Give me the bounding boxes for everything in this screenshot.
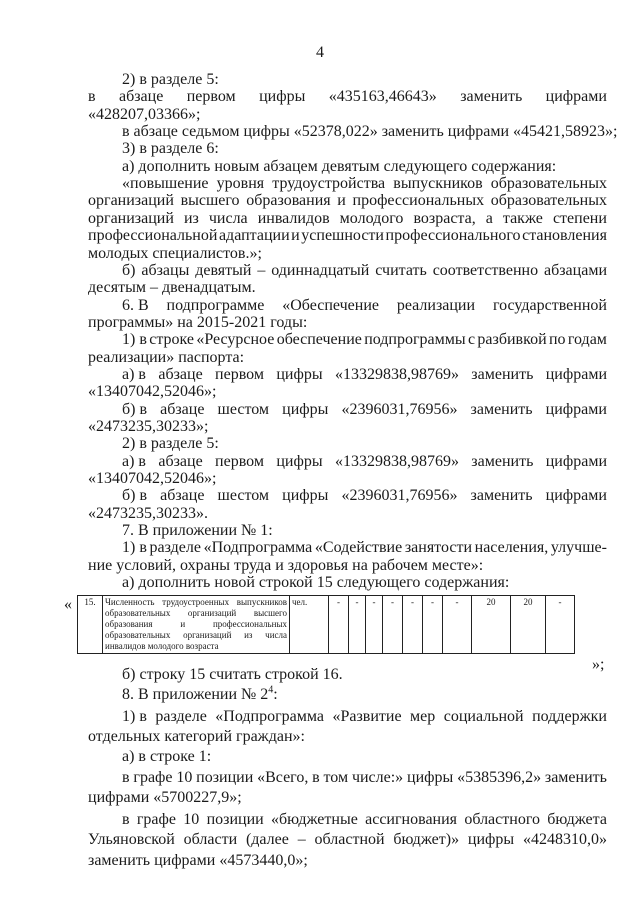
line-text: а) дополнить новым абзацем девятым следующего содержания: bbox=[122, 158, 557, 175]
word: «4248310,0» bbox=[522, 831, 607, 848]
word: цифры bbox=[407, 769, 454, 786]
word: а) в bbox=[122, 366, 146, 383]
word: занятости bbox=[404, 539, 473, 556]
line-text: «13407042,52046»; bbox=[88, 470, 217, 487]
word: б) bbox=[122, 262, 136, 279]
word: графе bbox=[133, 769, 173, 786]
word: в bbox=[122, 769, 130, 786]
word: заменить bbox=[470, 487, 533, 504]
word: «13329838,98769» bbox=[334, 366, 459, 383]
text-line bbox=[88, 278, 256, 298]
word: бюджета bbox=[547, 811, 607, 828]
word: абзаце bbox=[158, 366, 203, 383]
word: образования bbox=[246, 192, 331, 209]
word: также bbox=[502, 210, 543, 227]
word: становления bbox=[522, 227, 607, 244]
table-cell-value: - bbox=[349, 596, 366, 654]
text-line bbox=[122, 707, 607, 727]
text-line bbox=[122, 139, 219, 159]
table-open-quote: « bbox=[64, 596, 72, 613]
superscript: 4 bbox=[268, 684, 274, 696]
text-line bbox=[88, 382, 216, 402]
word: профессиональной bbox=[88, 227, 218, 244]
text-line bbox=[122, 486, 607, 506]
word: «5385396,2» bbox=[457, 769, 542, 786]
word: по bbox=[548, 331, 566, 348]
line-text: заменить цифрами «4573440,0»; bbox=[88, 852, 308, 869]
table-row bbox=[78, 596, 575, 654]
line-text: в абзаце седьмом цифры «52378,022» заменить цифрами «45421,58923»; bbox=[122, 123, 618, 140]
line-text: «13407042,52046»; bbox=[88, 383, 217, 400]
word: области bbox=[183, 831, 238, 848]
word: девятый bbox=[195, 262, 252, 279]
word: профессионального bbox=[385, 227, 521, 244]
word: б) в bbox=[122, 401, 148, 418]
word: «2396031,76956» bbox=[341, 487, 458, 504]
word: выпускников bbox=[393, 175, 483, 192]
table-cell-value: 20 bbox=[511, 596, 546, 654]
word: том bbox=[323, 769, 349, 786]
word: графе bbox=[136, 811, 176, 828]
word: возраста, bbox=[413, 210, 476, 227]
word: социальной bbox=[443, 708, 524, 725]
word: 1) в bbox=[122, 331, 147, 348]
word: цифрами bbox=[545, 401, 607, 418]
word: цифрами bbox=[545, 453, 607, 470]
word: 1) в bbox=[122, 539, 147, 556]
word: цифры bbox=[282, 487, 329, 504]
word: образовательных bbox=[490, 192, 607, 209]
text-line bbox=[122, 768, 607, 788]
word: позиции bbox=[206, 811, 264, 828]
text-line bbox=[122, 747, 211, 767]
word: цифры bbox=[282, 401, 329, 418]
page-number: 4 bbox=[316, 44, 324, 61]
word: молодого bbox=[339, 210, 404, 227]
word: подпрограммы bbox=[364, 331, 466, 348]
word: абзаце bbox=[118, 88, 164, 105]
word: высшего bbox=[180, 192, 240, 209]
word: цифры bbox=[276, 366, 323, 383]
word: обеспечение bbox=[276, 331, 362, 348]
text-line bbox=[88, 727, 305, 747]
word: Ульяновской bbox=[88, 831, 175, 848]
word: в bbox=[312, 769, 320, 786]
word: цифры bbox=[259, 88, 306, 105]
word: цифрами bbox=[545, 88, 607, 105]
line-text: отдельных категорий граждан»: bbox=[88, 728, 305, 745]
word: и bbox=[291, 227, 300, 244]
word: заменить bbox=[460, 88, 523, 105]
word: государственной bbox=[492, 297, 607, 314]
word: абзацы bbox=[141, 262, 190, 279]
word: организаций bbox=[88, 192, 174, 209]
word: «435163,46643» bbox=[328, 88, 437, 105]
word: улучше- bbox=[550, 539, 607, 556]
word: с bbox=[467, 331, 476, 348]
word: реализации bbox=[396, 297, 476, 314]
inserted-table-row bbox=[77, 595, 575, 654]
line-tail: : bbox=[273, 686, 278, 703]
word: заменить bbox=[470, 401, 533, 418]
word: позиции bbox=[196, 769, 254, 786]
word: считать bbox=[375, 262, 427, 279]
word: успешности bbox=[301, 227, 384, 244]
word: областного bbox=[464, 811, 540, 828]
word: шестом bbox=[217, 401, 270, 418]
word: а) в bbox=[122, 453, 146, 470]
table-cell-value: - bbox=[329, 596, 349, 654]
line-text: б) строку 15 считать строкой 16. bbox=[122, 666, 343, 683]
text-line bbox=[88, 851, 308, 871]
table-cell-value: - bbox=[383, 596, 403, 654]
word: в bbox=[88, 88, 96, 105]
word: заменить bbox=[471, 453, 534, 470]
word: разделе bbox=[149, 539, 201, 556]
line-text: а) дополнить новой строкой 15 следующего содержания: bbox=[122, 574, 510, 591]
line-text: программы» на 2015-2021 годы: bbox=[88, 314, 308, 331]
text-line bbox=[88, 226, 607, 246]
word: «Ресурсное bbox=[196, 331, 275, 348]
word: инвалидов bbox=[257, 210, 330, 227]
text-line bbox=[88, 191, 607, 211]
line-text: «2473235,30233»; bbox=[88, 418, 209, 435]
word: «13329838,98769» bbox=[334, 453, 459, 470]
table-cell-value: - bbox=[423, 596, 443, 654]
word: 6. В bbox=[122, 297, 149, 314]
line-text: ние условий, охраны труда и здоровья на рабочем месте»: bbox=[88, 557, 484, 574]
line-text: 8. В приложении № 2 bbox=[122, 686, 269, 703]
word: заменить bbox=[471, 366, 534, 383]
line-text: 7. В приложении № 1: bbox=[122, 522, 273, 539]
word: абзаце bbox=[160, 401, 205, 418]
word: профессиональных bbox=[352, 192, 485, 209]
table-cell-value: - bbox=[403, 596, 423, 654]
word: цифры bbox=[467, 831, 515, 848]
word: «Всего, bbox=[257, 769, 309, 786]
word: подпрограмме bbox=[166, 297, 265, 314]
word: трудоустройства bbox=[272, 175, 386, 192]
word: 10 bbox=[176, 769, 193, 786]
word: первом bbox=[215, 366, 264, 383]
word: цифрами bbox=[545, 487, 607, 504]
table-cell-number: 15. bbox=[78, 596, 103, 654]
line-text: реализации» паспорта: bbox=[88, 349, 245, 366]
text-line bbox=[122, 538, 607, 558]
text-line bbox=[88, 830, 607, 850]
word: «Подпрограмма bbox=[215, 708, 324, 725]
word: абзаце bbox=[158, 453, 203, 470]
word: цифрами bbox=[545, 366, 607, 383]
word: степени bbox=[552, 210, 607, 227]
word: первом bbox=[215, 453, 264, 470]
word: ассигнования bbox=[365, 811, 458, 828]
word: разделе bbox=[155, 708, 207, 725]
line-text: 2) в разделе 5: bbox=[122, 71, 219, 88]
word: первом bbox=[186, 88, 236, 105]
table-cell-value: 20 bbox=[472, 596, 511, 654]
word: 1) в bbox=[122, 708, 147, 725]
word: адаптации bbox=[218, 227, 290, 244]
word: поддержки bbox=[532, 708, 607, 725]
word: организаций bbox=[88, 210, 174, 227]
word: уровня bbox=[216, 175, 265, 192]
word: годам bbox=[567, 331, 607, 348]
word: «2396031,76956» bbox=[341, 401, 458, 418]
text-line bbox=[122, 330, 607, 350]
text-line bbox=[122, 810, 607, 830]
word: шестом bbox=[217, 487, 270, 504]
word: 10 bbox=[183, 811, 200, 828]
table-cell-value: - bbox=[366, 596, 383, 654]
word: «Обеспечение bbox=[282, 297, 379, 314]
table-close-quote: »; bbox=[592, 656, 605, 673]
word: образовательных bbox=[490, 175, 607, 192]
word: «бюджетные bbox=[271, 811, 358, 828]
text-line bbox=[122, 434, 219, 454]
word: числа bbox=[208, 210, 248, 227]
word: и bbox=[337, 192, 346, 209]
word: соответственно bbox=[432, 262, 539, 279]
line-text: десятым – двенадцатым. bbox=[88, 279, 256, 296]
word: одиннадцатый bbox=[271, 262, 370, 279]
word: бюджет)» bbox=[393, 831, 460, 848]
word: «повышение bbox=[122, 175, 209, 192]
word: областной bbox=[314, 831, 385, 848]
text-line bbox=[122, 685, 278, 705]
text-line bbox=[88, 87, 607, 107]
word: из bbox=[183, 210, 199, 227]
line-text: 3) в разделе 6: bbox=[122, 140, 219, 157]
text-line bbox=[88, 788, 242, 808]
word: «Развитие bbox=[332, 708, 402, 725]
word: населения, bbox=[474, 539, 549, 556]
word: числе:» bbox=[351, 769, 404, 786]
word: мер bbox=[410, 708, 436, 725]
table-cell-unit: чел. bbox=[290, 596, 329, 654]
word: в bbox=[122, 811, 130, 828]
line-text: «2473235,30233». bbox=[88, 505, 208, 522]
table-cell-value: - bbox=[546, 596, 575, 654]
word: б) в bbox=[122, 487, 148, 504]
word: – bbox=[257, 262, 266, 279]
word: «Подпрограмма bbox=[203, 539, 313, 556]
line-text: 2) в разделе 5: bbox=[122, 435, 219, 452]
word: (далее bbox=[245, 831, 289, 848]
text-line bbox=[122, 573, 509, 593]
word: цифры bbox=[276, 453, 323, 470]
word: разбивкой bbox=[477, 331, 547, 348]
word: а bbox=[485, 210, 493, 227]
line-text: цифрами «5700227,9»; bbox=[88, 789, 242, 806]
table-cell-indicator: Численность трудоустроенных выпускников образовательных организаций высшего образования и профессиональных образовательных организаций из числа инвалидов молодого возраста bbox=[103, 596, 290, 654]
table-cell-value: - bbox=[443, 596, 472, 654]
line-text: а) в строке 1: bbox=[122, 748, 212, 765]
word: заменить bbox=[544, 769, 607, 786]
word: – bbox=[297, 831, 306, 848]
line-text: «428207,03366»; bbox=[88, 106, 201, 123]
line-text: молодых специалистов.»; bbox=[88, 245, 262, 262]
word: абзацами bbox=[543, 262, 607, 279]
text-line bbox=[122, 665, 343, 685]
word: строке bbox=[149, 331, 194, 348]
word: абзаце bbox=[160, 487, 205, 504]
word: «Содействие bbox=[314, 539, 403, 556]
